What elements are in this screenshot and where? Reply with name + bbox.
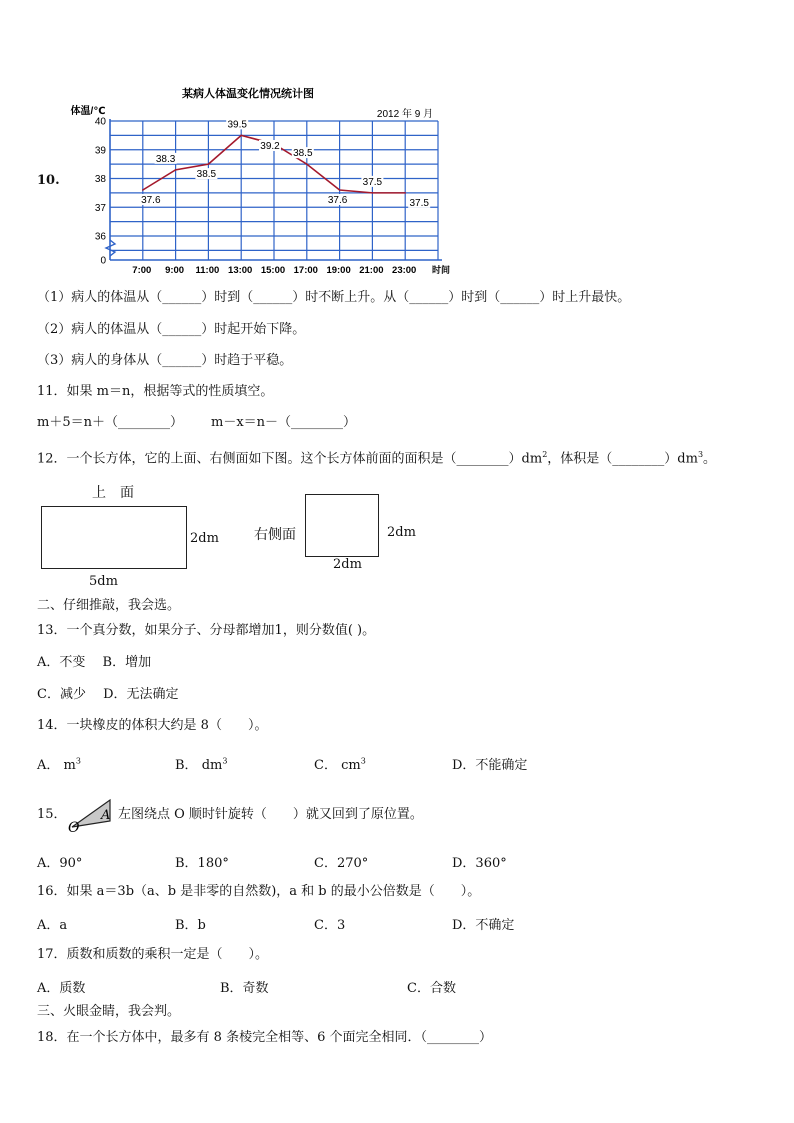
q15-option-d: D．360°: [452, 856, 507, 871]
y-tick-label: 37: [94, 202, 106, 214]
x-tick-label: 21:00: [359, 265, 384, 276]
q14-option-a-unit: m: [63, 758, 76, 773]
q12-text: [37, 446, 716, 468]
data-label: 37.5: [409, 197, 429, 209]
x-tick-labels: [132, 265, 416, 276]
temperature-point: [372, 192, 374, 194]
q12-sup3: 3: [697, 450, 704, 459]
q15-text: 左图绕点 O 顺时针旋转（ ）就又回到了原位置。: [118, 807, 423, 822]
q13-options-ab: A．不变 B．增加: [37, 655, 152, 670]
top-face-rectangle: [41, 506, 187, 569]
q14-option-a-exp: 3: [75, 756, 81, 766]
y-tick-labels: [95, 117, 107, 267]
temperature-line-chart: [60, 80, 460, 280]
q16-text: 16．如果 a＝3b（a、b 是非零的自然数)，a 和 b 的最小公倍数是（ ）。: [37, 884, 481, 899]
y-tick-label: 38: [94, 174, 106, 185]
q14-option-c-exp: 3: [360, 756, 366, 766]
q17-text: 17．质数和质数的乘积一定是（ ）。: [37, 947, 269, 962]
q15-option-a: A．90°: [37, 856, 83, 871]
q12-sup2: 2: [542, 450, 548, 459]
question-number: 10.: [37, 173, 60, 188]
rotation-center-label: O: [68, 820, 80, 833]
x-axis-label: 时间: [431, 265, 451, 275]
temperature-point: [142, 189, 144, 191]
right-face-square: [305, 494, 379, 557]
q12-text-c: 。: [703, 451, 717, 467]
section-2-heading: 二、仔细推敲，我会选。: [37, 598, 181, 613]
q16-option-b: B．b: [175, 918, 206, 933]
q17-option-c: C．合数: [407, 981, 456, 996]
data-label: 37.5: [362, 176, 383, 188]
q12-text-b: ，体积是（________）dm: [547, 451, 698, 467]
x-tick-label: 15:00: [260, 265, 286, 276]
data-label: 38.5: [293, 148, 313, 160]
temperature-point: [208, 163, 210, 165]
q14-option-b-unit: dm: [201, 758, 223, 773]
q10-sub1: （1）病人的体温从（______）时到（______）时不断上升。从（______）时到（______）时上升最快。: [37, 290, 631, 305]
top-face-label: 上 面: [92, 485, 134, 501]
section-3-heading: 三、火眼金睛，我会判。: [37, 1004, 181, 1019]
q10-sub2: （2）病人的体温从（______）时起开始下降。: [37, 322, 306, 337]
temperature-point: [175, 169, 177, 171]
q13-text: 13．一个真分数，如果分子、分母都增加1，则分数值( )。: [37, 623, 376, 638]
q17-option-a: A．质数: [37, 981, 86, 996]
q15-option-b: B．180°: [175, 856, 229, 871]
q11-text: 11．如果 m＝n，根据等式的性质填空。: [37, 384, 274, 399]
data-label: 37.6: [141, 195, 161, 206]
x-tick-label: 19:00: [326, 265, 351, 276]
x-tick-label: 9:00: [165, 265, 185, 276]
y-tick-label: 0: [100, 255, 106, 267]
q14-option-d: D．不能确定: [452, 758, 528, 773]
x-tick-label: 7:00: [132, 265, 152, 276]
q14-option-b-exp: 3: [222, 756, 228, 766]
q11-eq1: m＋5＝n＋（________）: [37, 415, 183, 430]
q14-option-c: [314, 754, 366, 773]
x-tick-label: 13:00: [228, 265, 253, 276]
q14-option-a: [37, 754, 81, 773]
q14-option-b-letter: B．: [175, 758, 198, 773]
x-tick-label: 17:00: [293, 265, 318, 276]
q16-option-d: D．不确定: [452, 918, 515, 933]
top-face-side-length: 2dm: [190, 531, 219, 546]
temperature-point: [339, 189, 341, 191]
y-tick-label: 39: [94, 145, 106, 157]
q14-option-b: [175, 754, 227, 773]
q14-option-a-letter: A．: [37, 758, 60, 773]
right-face-side-length: 2dm: [387, 525, 416, 540]
q16-option-a: A．a: [37, 918, 68, 933]
q15-number: 15．: [37, 807, 67, 822]
q16-option-c: C．3: [314, 918, 346, 933]
q10-sub3: （3）病人的身体从（______）时趋于平稳。: [37, 353, 293, 368]
x-tick-label: 11:00: [195, 265, 220, 276]
data-label: 39.5: [227, 119, 247, 131]
data-label: 38.5: [196, 169, 217, 181]
data-label: 39.2: [260, 141, 280, 152]
q14-option-c-unit: cm: [341, 758, 361, 773]
q12-text-a: 12．一个长方体，它的上面、右侧面如下图。这个长方体前面的面积是（________）dm: [37, 451, 543, 467]
right-face-bottom-length: 2dm: [333, 557, 362, 572]
temperature-point: [306, 163, 308, 165]
rotation-figure: [66, 795, 116, 833]
temperature-point: [240, 135, 242, 137]
y-axis-label: 体温/℃: [70, 106, 106, 117]
q14-option-c-letter: C．: [314, 758, 337, 773]
temperature-point: [404, 192, 406, 194]
top-face-bottom-length: 5dm: [89, 574, 118, 589]
q11-eq2: m－x＝n－（________）: [211, 415, 357, 430]
q17-option-b: B．奇数: [220, 981, 269, 996]
y-tick-label: 36: [94, 231, 106, 243]
q15-option-c: C．270°: [314, 856, 369, 871]
data-label: 38.3: [155, 153, 176, 165]
q13-options-cd: C．减少 D．无法确定: [37, 687, 179, 702]
chart-title: 某病人体温变化情况统计图: [182, 88, 314, 100]
q18-text: 18．在一个长方体中，最多有 8 条棱完全相等、6 个面完全相同．（________）: [37, 1030, 492, 1045]
y-tick-label: 40: [94, 116, 106, 128]
x-tick-label: 23:00: [392, 265, 417, 276]
triangle-vertex-label: A: [101, 808, 111, 823]
right-face-label: 右侧面: [254, 527, 296, 543]
chart-date: 2012 年 9 月: [376, 109, 434, 120]
data-label: 37.6: [327, 195, 348, 206]
q14-text: 14．一块橡皮的体积大约是 8（ ）。: [37, 718, 268, 733]
